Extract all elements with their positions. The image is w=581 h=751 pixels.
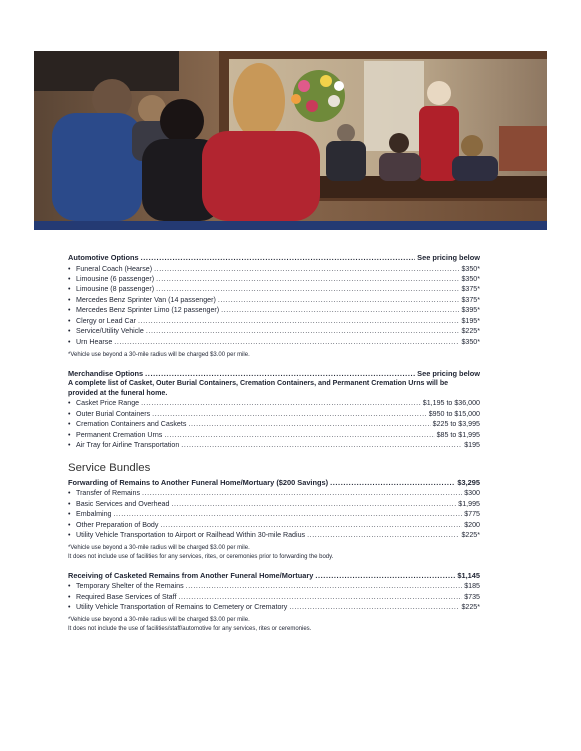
leader-dots <box>178 592 462 602</box>
list-item <box>68 337 480 347</box>
bullet-icon: • <box>68 592 71 601</box>
leader-dots <box>141 253 416 264</box>
forwarding-note-mileage: *Vehicle use beyond a 30-mile radius will be charged $3.00 per mile. <box>68 545 250 552</box>
item-label: Outer Burial Containers <box>76 409 151 418</box>
list-item <box>68 430 480 440</box>
leader-dots <box>160 520 462 530</box>
list-item <box>68 509 480 519</box>
merchandise-intro: A complete list of Casket, Outer Burial Containers, Cremation Containers, and Permanent Cremation Urns will be provided at the funeral home. <box>68 379 449 397</box>
leader-dots <box>141 398 421 408</box>
bundles-title: Service Bundles <box>68 461 151 474</box>
merchandise-list <box>68 398 480 450</box>
list-item <box>68 440 480 450</box>
automotive-title: Automotive Options <box>68 253 139 262</box>
item-label: Required Base Services of Staff <box>76 592 177 601</box>
automotive-note: *Vehicle use beyond a 30-mile radius will be charged $3.00 per mile. <box>68 352 250 359</box>
list-item <box>68 520 480 530</box>
bullet-icon: • <box>68 399 71 408</box>
leader-dots <box>154 264 459 274</box>
list-item <box>68 499 480 509</box>
automotive-header <box>68 253 480 264</box>
receiving-value: $1,145 <box>457 570 480 580</box>
item-label: Temporary Shelter of the Remains <box>76 582 184 591</box>
item-price: $1,995 <box>458 499 480 508</box>
item-label: Casket Price Range <box>76 399 140 408</box>
item-price: $950 to $15,000 <box>428 409 480 418</box>
hero-band <box>34 221 547 230</box>
list-item <box>68 274 480 284</box>
list-item <box>68 305 480 315</box>
leader-dots <box>171 499 456 509</box>
bullet-icon: • <box>68 510 71 519</box>
bullet-icon: • <box>68 603 71 612</box>
item-price: $375* <box>461 285 480 294</box>
list-item <box>68 295 480 305</box>
item-price: $225 to $3,995 <box>432 420 480 429</box>
leader-dots <box>114 337 459 347</box>
item-label: Mercedes Benz Sprinter Limo (12 passenger) <box>76 306 220 315</box>
receiving-header <box>68 571 480 582</box>
item-label: Service/Utility Vehicle <box>76 327 144 336</box>
list-item <box>68 409 480 419</box>
merchandise-header <box>68 369 480 380</box>
item-price: $225* <box>461 327 480 336</box>
bullet-icon: • <box>68 520 71 529</box>
bullet-icon: • <box>68 499 71 508</box>
leader-dots <box>145 369 415 380</box>
bullet-icon: • <box>68 430 71 439</box>
item-label: Funeral Coach (Hearse) <box>76 264 153 273</box>
leader-dots <box>218 295 460 305</box>
item-price: $200 <box>464 520 480 529</box>
item-price: $1,195 to $36,000 <box>422 399 480 408</box>
list-item <box>68 592 480 602</box>
list-item <box>68 284 480 294</box>
bullet-icon: • <box>68 295 71 304</box>
item-label: Cremation Containers and Caskets <box>76 420 187 429</box>
item-label: Limousine (8 passenger) <box>76 285 155 294</box>
merchandise-value: See pricing below <box>417 368 480 378</box>
item-price: $85 to $1,995 <box>436 430 480 439</box>
price-list <box>68 253 480 634</box>
bullet-icon: • <box>68 409 71 418</box>
automotive-list <box>68 264 480 348</box>
bullet-icon: • <box>68 316 71 325</box>
bullet-icon: • <box>68 420 71 429</box>
leader-dots <box>188 419 430 429</box>
forwarding-note-facilities: It does not include use of facilities for any services, rites, or ceremonies prior to forwarding the body. <box>68 554 334 561</box>
hero-photo <box>34 51 547 221</box>
item-price: $350* <box>461 264 480 273</box>
leader-dots <box>330 478 455 489</box>
item-label: Utility Vehicle Transportation to Airport or Railhead Within 30-mile Radius <box>76 530 306 539</box>
leader-dots <box>156 284 459 294</box>
bullet-icon: • <box>68 530 71 539</box>
item-label: Urn Hearse <box>76 337 113 346</box>
leader-dots <box>186 581 463 591</box>
leader-dots <box>164 430 434 440</box>
list-item <box>68 488 480 498</box>
list-item <box>68 602 480 612</box>
item-label: Embalming <box>76 510 112 519</box>
item-price: $195 <box>464 441 480 450</box>
automotive-value: See pricing below <box>417 253 480 262</box>
item-price: $395* <box>461 306 480 315</box>
forwarding-list <box>68 488 480 540</box>
item-label: Mercedes Benz Sprinter Van (14 passenger) <box>76 295 216 304</box>
bullet-icon: • <box>68 337 71 346</box>
item-price: $350* <box>461 337 480 346</box>
receiving-title: Receiving of Casketed Remains from Another Funeral Home/Mortuary <box>68 570 314 580</box>
leader-dots <box>146 326 460 336</box>
item-label: Utility Vehicle Transportation of Remains to Cemetery or Crematory <box>76 603 288 612</box>
list-item <box>68 581 480 591</box>
hero-photo-illustration <box>34 51 547 221</box>
receiving-note-facilities: It does not include the use of facilities/staff/automotive for any services, rites or ceremonies. <box>68 626 312 633</box>
list-item <box>68 530 480 540</box>
leader-dots <box>181 440 462 450</box>
bullet-icon: • <box>68 489 71 498</box>
merchandise-title: Merchandise Options <box>68 368 144 378</box>
receiving-list <box>68 581 480 612</box>
leader-dots <box>221 305 459 315</box>
leader-dots <box>307 530 459 540</box>
item-price: $350* <box>461 274 480 283</box>
forwarding-header <box>68 478 480 489</box>
item-label: Other Preparation of Body <box>76 520 159 529</box>
list-item <box>68 264 480 274</box>
item-label: Air Tray for Airline Transportation <box>76 441 180 450</box>
bullet-icon: • <box>68 582 71 591</box>
item-price: $185 <box>464 582 480 591</box>
leader-dots <box>315 571 455 582</box>
bullet-icon: • <box>68 327 71 336</box>
forwarding-title: Forwarding of Remains to Another Funeral Home/Mortuary ($200 Savings) <box>68 477 329 487</box>
leader-dots <box>113 509 462 519</box>
item-price: $195* <box>461 316 480 325</box>
item-price: $300 <box>464 489 480 498</box>
bullet-icon: • <box>68 264 71 273</box>
item-label: Transfer of Remains <box>76 489 140 498</box>
receiving-note-mileage: *Vehicle use beyond a 30-mile radius will be charged $3.00 per mile. <box>68 617 250 624</box>
forwarding-value: $3,295 <box>457 477 480 487</box>
list-item <box>68 419 480 429</box>
item-label: Permanent Cremation Urns <box>76 430 163 439</box>
leader-dots <box>156 274 459 284</box>
leader-dots <box>138 316 460 326</box>
bullet-icon: • <box>68 306 71 315</box>
item-label: Basic Services and Overhead <box>76 499 170 508</box>
item-price: $225* <box>461 603 480 612</box>
item-price: $735 <box>464 592 480 601</box>
item-label: Limousine (6 passenger) <box>76 274 155 283</box>
bullet-icon: • <box>68 285 71 294</box>
leader-dots <box>289 602 459 612</box>
leader-dots <box>142 488 462 498</box>
item-price: $375* <box>461 295 480 304</box>
list-item <box>68 316 480 326</box>
item-price: $225* <box>461 530 480 539</box>
item-label: Clergy or Lead Car <box>76 316 136 325</box>
leader-dots <box>152 409 427 419</box>
list-item <box>68 398 480 408</box>
bullet-icon: • <box>68 441 71 450</box>
bullet-icon: • <box>68 274 71 283</box>
list-item <box>68 326 480 336</box>
item-price: $775 <box>464 510 480 519</box>
